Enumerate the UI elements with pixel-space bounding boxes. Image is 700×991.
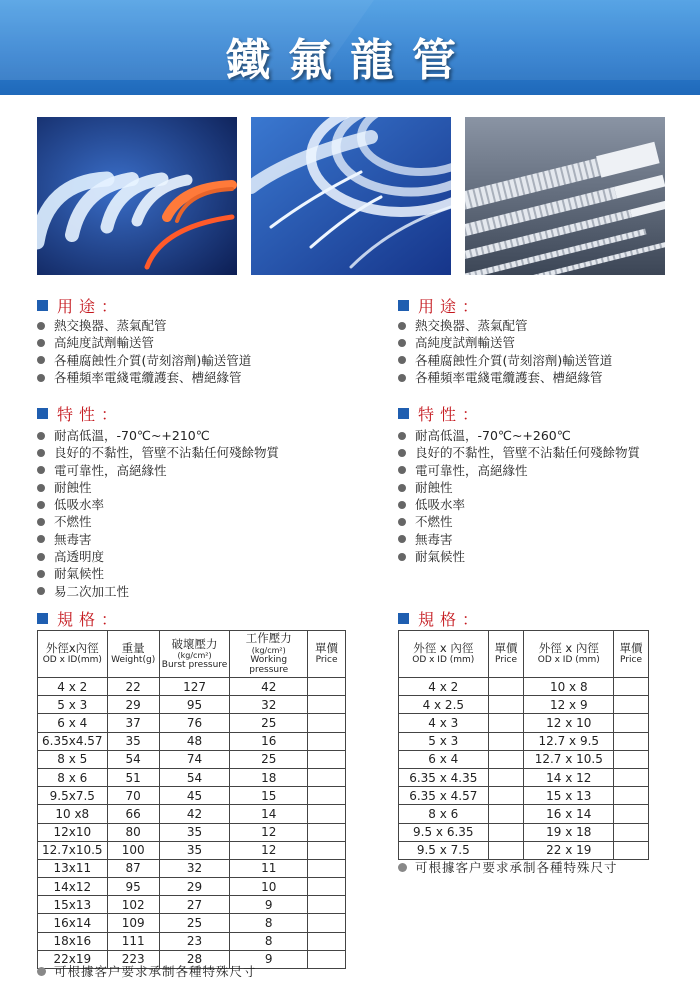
list-item: 高透明度 bbox=[37, 548, 279, 565]
table-row bbox=[38, 750, 346, 768]
table-cell bbox=[308, 805, 346, 823]
list-item: 無毒害 bbox=[37, 531, 279, 548]
table-cell: 6 x 4 bbox=[38, 714, 108, 732]
table-row bbox=[399, 732, 649, 750]
table-cell: 15 bbox=[230, 787, 308, 805]
bullet-icon bbox=[37, 553, 45, 561]
table-row bbox=[38, 914, 346, 932]
table-cell: 10 x8 bbox=[38, 805, 108, 823]
table-cell: 4 x 3 bbox=[399, 714, 489, 732]
table-cell: 29 bbox=[107, 696, 159, 714]
column-header: 單價 Price bbox=[614, 631, 649, 678]
table-row bbox=[399, 750, 649, 768]
table-cell: 74 bbox=[159, 750, 230, 768]
section-marker-icon bbox=[398, 300, 409, 311]
table-cell: 11 bbox=[230, 859, 308, 877]
table-cell: 4 x 2.5 bbox=[399, 696, 489, 714]
table-cell bbox=[308, 750, 346, 768]
bullet-icon bbox=[398, 466, 406, 474]
table-cell: 12 x 9 bbox=[524, 696, 614, 714]
table-cell bbox=[308, 732, 346, 750]
table-cell bbox=[308, 823, 346, 841]
table-row bbox=[38, 896, 346, 914]
list-item: 易二次加工性 bbox=[37, 583, 279, 600]
table-cell: 22 bbox=[107, 678, 159, 696]
table-row bbox=[38, 841, 346, 859]
table-cell: 6.35 x 4.57 bbox=[399, 787, 489, 805]
table-cell bbox=[488, 750, 524, 768]
table-row bbox=[399, 714, 649, 732]
table-cell: 6 x 4 bbox=[399, 750, 489, 768]
table-cell: 16x14 bbox=[38, 914, 108, 932]
table-cell: 9 bbox=[230, 950, 308, 968]
table-cell bbox=[308, 950, 346, 968]
bullet-icon bbox=[398, 518, 406, 526]
table-cell bbox=[488, 678, 524, 696]
table-cell: 13x11 bbox=[38, 859, 108, 877]
table-cell: 14 x 12 bbox=[524, 768, 614, 786]
table-cell: 5 x 3 bbox=[38, 696, 108, 714]
table-row bbox=[399, 696, 649, 714]
table-row bbox=[38, 787, 346, 805]
list-item: 良好的不黏性，管壁不沾黏任何殘餘物質 bbox=[398, 444, 640, 461]
bullet-icon bbox=[37, 374, 45, 382]
table-cell: 27 bbox=[159, 896, 230, 914]
table-cell: 32 bbox=[230, 696, 308, 714]
table-cell bbox=[488, 732, 524, 750]
column-header: 工作壓力 (kg/cm²) Working pressure bbox=[230, 631, 308, 678]
features-list bbox=[37, 427, 279, 600]
bullet-icon bbox=[37, 322, 45, 330]
table-cell bbox=[308, 914, 346, 932]
table-cell: 51 bbox=[107, 768, 159, 786]
table-cell: 12x10 bbox=[38, 823, 108, 841]
table-cell bbox=[614, 823, 649, 841]
table-cell: 22 x 19 bbox=[524, 841, 614, 859]
table-row bbox=[38, 878, 346, 896]
bullet-icon bbox=[37, 587, 45, 595]
table-cell: 23 bbox=[159, 932, 230, 950]
table-row bbox=[399, 678, 649, 696]
table-cell bbox=[308, 787, 346, 805]
features-heading bbox=[37, 402, 123, 425]
spec-heading-text: 規格： bbox=[418, 610, 485, 629]
bullet-icon bbox=[398, 484, 406, 492]
title-banner bbox=[0, 0, 700, 95]
bullet-icon bbox=[37, 518, 45, 526]
table-header-row bbox=[399, 631, 649, 678]
table-cell bbox=[308, 841, 346, 859]
bullet-icon bbox=[37, 570, 45, 578]
custom-size-note-left: 可根據客户要求承制各種特殊尺寸 bbox=[37, 962, 257, 980]
table-cell bbox=[614, 732, 649, 750]
page-title: 鐵氟龍管 bbox=[226, 35, 474, 86]
list-item: 電可靠性，高絕緣性 bbox=[37, 462, 279, 479]
table-cell bbox=[308, 859, 346, 877]
table-row bbox=[399, 823, 649, 841]
list-item: 耐蝕性 bbox=[37, 479, 279, 496]
table-cell: 8 x 6 bbox=[399, 805, 489, 823]
table-cell: 9 bbox=[230, 896, 308, 914]
column-header: 外徑 x 內徑 OD x ID (mm) bbox=[524, 631, 614, 678]
bullet-icon bbox=[37, 356, 45, 364]
bullet-icon bbox=[398, 449, 406, 457]
column-header: 外徑x內徑 OD x ID(mm) bbox=[38, 631, 108, 678]
spec-heading bbox=[398, 607, 484, 630]
spec-heading-text: 規格： bbox=[57, 610, 124, 629]
section-marker-icon bbox=[37, 408, 48, 419]
table-cell: 100 bbox=[107, 841, 159, 859]
table-row bbox=[38, 732, 346, 750]
table-cell bbox=[488, 768, 524, 786]
bullet-icon bbox=[398, 501, 406, 509]
list-item: 高純度試劑輸送管 bbox=[398, 334, 612, 351]
list-item: 各種頻率電綫電纜護套、槽絕緣管 bbox=[398, 369, 612, 386]
table-cell: 15 x 13 bbox=[524, 787, 614, 805]
table-row bbox=[38, 932, 346, 950]
table-cell: 9.5x7.5 bbox=[38, 787, 108, 805]
bullet-icon bbox=[398, 535, 406, 543]
usage-list bbox=[37, 317, 251, 386]
table-row bbox=[399, 787, 649, 805]
table-cell bbox=[488, 823, 524, 841]
list-item: 熱交換器、蒸氣配管 bbox=[398, 317, 612, 334]
list-item: 不燃性 bbox=[37, 513, 279, 530]
table-cell: 15x13 bbox=[38, 896, 108, 914]
table-cell: 25 bbox=[159, 914, 230, 932]
list-item: 各種頻率電綫電纜護套、槽絕緣管 bbox=[37, 369, 251, 386]
table-cell: 25 bbox=[230, 714, 308, 732]
table-cell: 70 bbox=[107, 787, 159, 805]
features-list bbox=[398, 427, 640, 565]
table-cell: 29 bbox=[159, 878, 230, 896]
table-cell: 16 x 14 bbox=[524, 805, 614, 823]
bullet-icon bbox=[37, 339, 45, 347]
list-item: 耐氣候性 bbox=[398, 548, 640, 565]
table-cell: 28 bbox=[159, 950, 230, 968]
table-cell: 54 bbox=[159, 768, 230, 786]
table-cell bbox=[488, 696, 524, 714]
table-cell: 8 x 5 bbox=[38, 750, 108, 768]
table-row bbox=[38, 823, 346, 841]
table-cell: 8 bbox=[230, 914, 308, 932]
list-item: 耐蝕性 bbox=[398, 479, 640, 496]
table-cell: 95 bbox=[159, 696, 230, 714]
spec-heading bbox=[37, 607, 123, 630]
bullet-icon bbox=[37, 466, 45, 474]
column-header: 單價 Price bbox=[488, 631, 524, 678]
table-cell: 109 bbox=[107, 914, 159, 932]
list-item: 熱交換器、蒸氣配管 bbox=[37, 317, 251, 334]
list-item: 低吸水率 bbox=[37, 496, 279, 513]
bullet-icon bbox=[37, 432, 45, 440]
custom-size-note-right: 可根據客户要求承制各種特殊尺寸 bbox=[398, 858, 618, 876]
table-cell: 48 bbox=[159, 732, 230, 750]
table-cell bbox=[488, 714, 524, 732]
section-marker-icon bbox=[398, 408, 409, 419]
table-cell bbox=[614, 714, 649, 732]
table-cell: 42 bbox=[230, 678, 308, 696]
table-cell: 18 bbox=[230, 768, 308, 786]
list-item: 無毒害 bbox=[398, 531, 640, 548]
table-cell: 4 x 2 bbox=[38, 678, 108, 696]
table-row bbox=[399, 805, 649, 823]
table-row bbox=[38, 859, 346, 877]
table-cell: 35 bbox=[107, 732, 159, 750]
table-cell bbox=[614, 787, 649, 805]
bullet-icon bbox=[398, 356, 406, 364]
usage-list bbox=[398, 317, 612, 386]
table-cell: 9.5 x 7.5 bbox=[399, 841, 489, 859]
table-cell: 87 bbox=[107, 859, 159, 877]
table-cell: 25 bbox=[230, 750, 308, 768]
table-row bbox=[38, 696, 346, 714]
section-marker-icon bbox=[37, 613, 48, 624]
table-cell bbox=[614, 750, 649, 768]
table-cell bbox=[614, 841, 649, 859]
table-header-row bbox=[38, 631, 346, 678]
table-cell: 8 bbox=[230, 932, 308, 950]
usage-heading-text: 用途： bbox=[57, 297, 124, 316]
table-cell: 22x19 bbox=[38, 950, 108, 968]
bullet-icon bbox=[398, 374, 406, 382]
table-cell: 95 bbox=[107, 878, 159, 896]
table-cell bbox=[308, 768, 346, 786]
list-item: 高純度試劑輸送管 bbox=[37, 334, 251, 351]
usage-heading bbox=[398, 294, 484, 317]
bullet-icon bbox=[37, 535, 45, 543]
table-cell: 5 x 3 bbox=[399, 732, 489, 750]
bullet-icon bbox=[398, 339, 406, 347]
table-cell bbox=[488, 841, 524, 859]
table-cell: 10 bbox=[230, 878, 308, 896]
usage-heading-text: 用途： bbox=[418, 297, 485, 316]
table-cell: 9.5 x 6.35 bbox=[399, 823, 489, 841]
clear-tube-coils-photo bbox=[251, 117, 451, 275]
table-cell: 45 bbox=[159, 787, 230, 805]
table-cell bbox=[614, 768, 649, 786]
features-heading-text: 特性： bbox=[418, 405, 485, 424]
table-cell: 14 bbox=[230, 805, 308, 823]
table-cell: 111 bbox=[107, 932, 159, 950]
table-cell: 76 bbox=[159, 714, 230, 732]
table-row bbox=[38, 678, 346, 696]
table-cell bbox=[614, 805, 649, 823]
table-cell: 19 x 18 bbox=[524, 823, 614, 841]
spec-table-right bbox=[398, 630, 649, 860]
table-cell bbox=[308, 896, 346, 914]
table-cell: 4 x 2 bbox=[399, 678, 489, 696]
table-cell bbox=[488, 787, 524, 805]
table-cell: 37 bbox=[107, 714, 159, 732]
table-row bbox=[399, 768, 649, 786]
bullet-icon bbox=[37, 484, 45, 492]
table-cell: 12.7 x 10.5 bbox=[524, 750, 614, 768]
table-cell bbox=[308, 878, 346, 896]
table-cell bbox=[308, 932, 346, 950]
column-header: 外徑 x 內徑 OD x ID (mm) bbox=[399, 631, 489, 678]
spec-table-left bbox=[37, 630, 346, 969]
features-heading-text: 特性： bbox=[57, 405, 124, 424]
table-cell: 12 x 10 bbox=[524, 714, 614, 732]
table-row bbox=[38, 768, 346, 786]
bullet-icon bbox=[37, 501, 45, 509]
list-item: 良好的不黏性，管壁不沾黏任何殘餘物質 bbox=[37, 444, 279, 461]
corrugated-tubes-photo bbox=[465, 117, 665, 275]
table-cell: 10 x 8 bbox=[524, 678, 614, 696]
bullet-icon bbox=[398, 432, 406, 440]
bullet-icon bbox=[398, 322, 406, 330]
table-cell bbox=[488, 805, 524, 823]
section-marker-icon bbox=[398, 613, 409, 624]
bullet-icon bbox=[37, 449, 45, 457]
column-header: 單價 Price bbox=[308, 631, 346, 678]
bullet-icon bbox=[398, 863, 407, 872]
colored-tube-bends-photo bbox=[37, 117, 237, 275]
list-item: 各種腐蝕性介質(苛刻溶劑)輸送管道 bbox=[398, 352, 612, 369]
column-header: 破壞壓力 (kg/cm²) Burst pressure bbox=[159, 631, 230, 678]
list-item: 低吸水率 bbox=[398, 496, 640, 513]
table-cell: 32 bbox=[159, 859, 230, 877]
table-cell: 8 x 6 bbox=[38, 768, 108, 786]
table-cell: 66 bbox=[107, 805, 159, 823]
table-cell: 12.7x10.5 bbox=[38, 841, 108, 859]
table-cell: 16 bbox=[230, 732, 308, 750]
bullet-icon bbox=[37, 967, 46, 976]
table-cell: 35 bbox=[159, 823, 230, 841]
table-cell: 6.35x4.57 bbox=[38, 732, 108, 750]
table-cell bbox=[614, 696, 649, 714]
table-cell: 12 bbox=[230, 823, 308, 841]
table-cell: 6.35 x 4.35 bbox=[399, 768, 489, 786]
table-row bbox=[38, 805, 346, 823]
list-item: 耐高低溫，-70℃~+210℃ bbox=[37, 427, 279, 444]
table-cell: 80 bbox=[107, 823, 159, 841]
table-cell: 54 bbox=[107, 750, 159, 768]
table-cell: 127 bbox=[159, 678, 230, 696]
list-item: 電可靠性，高絕緣性 bbox=[398, 462, 640, 479]
table-cell: 35 bbox=[159, 841, 230, 859]
table-cell: 223 bbox=[107, 950, 159, 968]
table-cell bbox=[308, 714, 346, 732]
column-header: 重量 Weight(g) bbox=[107, 631, 159, 678]
section-marker-icon bbox=[37, 300, 48, 311]
features-heading bbox=[398, 402, 484, 425]
table-cell: 102 bbox=[107, 896, 159, 914]
list-item: 耐高低溫，-70℃~+260℃ bbox=[398, 427, 640, 444]
list-item: 不燃性 bbox=[398, 513, 640, 530]
table-cell: 12.7 x 9.5 bbox=[524, 732, 614, 750]
usage-heading bbox=[37, 294, 123, 317]
table-cell: 12 bbox=[230, 841, 308, 859]
list-item: 耐氣候性 bbox=[37, 565, 279, 582]
table-row bbox=[399, 841, 649, 859]
table-cell bbox=[614, 678, 649, 696]
table-cell: 14x12 bbox=[38, 878, 108, 896]
table-cell: 18x16 bbox=[38, 932, 108, 950]
table-row bbox=[38, 714, 346, 732]
table-cell bbox=[308, 696, 346, 714]
table-cell bbox=[308, 678, 346, 696]
table-cell: 42 bbox=[159, 805, 230, 823]
list-item: 各種腐蝕性介質(苛刻溶劑)輸送管道 bbox=[37, 352, 251, 369]
bullet-icon bbox=[398, 553, 406, 561]
